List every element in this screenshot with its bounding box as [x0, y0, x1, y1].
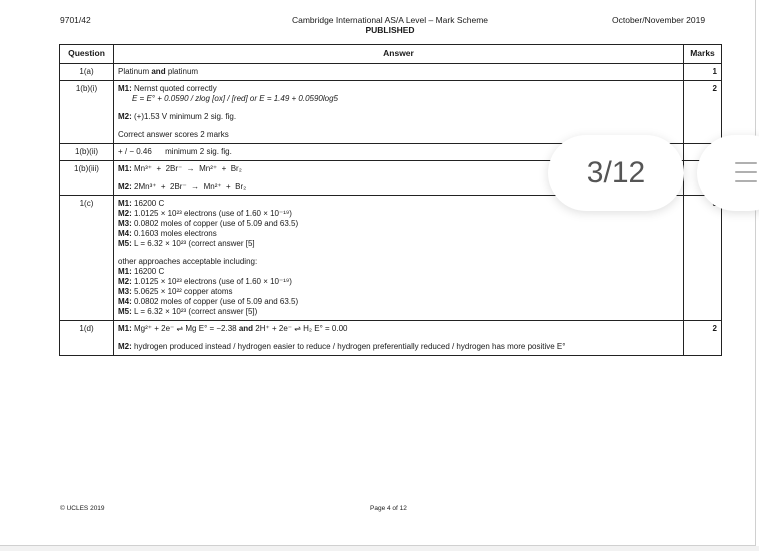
mark-label: M5: [118, 307, 132, 316]
mark-label: M2: [118, 277, 132, 286]
page-number: Page 4 of 12 [370, 505, 407, 512]
mark-label: M3: [118, 219, 132, 228]
header-title: Cambridge International AS/A Level – Mark Scheme [291, 15, 489, 25]
answer-text: 0.0802 moles of copper (use of 5.09 and 63.5) [131, 297, 299, 306]
answer-text: 5.0625 × 10²² copper atoms [131, 287, 233, 296]
answer-text: + / − 0.46 minimum 2 sig. fig. [118, 147, 232, 156]
paper-code: 9701/42 [60, 15, 91, 25]
mark-label: M1: [118, 84, 132, 93]
column-header-question: Question [60, 45, 114, 64]
answer-cell [114, 196, 684, 321]
answer-text: 16200 C [131, 199, 165, 208]
mark-label: M5: [118, 239, 132, 248]
mark-label: M2: [118, 182, 132, 191]
alternative-approaches-note: other approaches acceptable including: [118, 257, 258, 266]
question-number: 1(d) [60, 321, 114, 356]
answer-text: (+)1.53 V minimum 2 sig. fig. [131, 112, 237, 121]
exam-session: October/November 2019 [612, 15, 706, 25]
answer-cell [114, 321, 684, 356]
page-header-title [250, 15, 530, 35]
table-row [60, 321, 722, 356]
mark-label: M2: [118, 342, 132, 351]
page-indicator-text: 3/12 [586, 156, 646, 189]
half-equation: Mn³⁺ + 2Br⁻ → Mn²⁺ + Br₂ [131, 164, 242, 173]
mark-label: M1: [118, 199, 132, 208]
table-row [60, 64, 722, 81]
answer-text: platinum [165, 67, 199, 76]
question-number: 1(b)(iii) [60, 161, 114, 196]
copyright-notice: © UCLES 2019 [60, 505, 105, 512]
hamburger-menu-icon [735, 162, 757, 182]
column-header-answer: Answer [114, 45, 684, 64]
question-number: 1(b)(ii) [60, 144, 114, 161]
mark-label: M4: [118, 297, 132, 306]
marks-value: 1 [684, 64, 722, 81]
question-number: 1(a) [60, 64, 114, 81]
mark-label: M2: [118, 112, 132, 121]
answer-text: 0.1603 moles electrons [131, 229, 217, 238]
answer-text: 0.0802 moles of copper (use of 5.09 and 63.5) [131, 219, 299, 228]
answer-text: 2H⁺ + 2e⁻ ⇌ H₂ E° = 0.00 [253, 324, 348, 333]
overall-equation: 2Mn³⁺ + 2Br⁻ → Mn²⁺ + Br₂ [131, 182, 247, 191]
mark-label: M3: [118, 287, 132, 296]
question-number: 1(b)(i) [60, 81, 114, 144]
viewer-bottom-strip [0, 546, 759, 551]
answer-text: 1.0125 × 10²³ electrons (use of 1.60 × 10⁻¹⁹) [131, 209, 292, 218]
mark-label: M1: [118, 324, 132, 333]
mark-label: M2: [118, 209, 132, 218]
answer-text: 16200 C [131, 267, 165, 276]
answer-text: Nernst quoted correctly [131, 84, 217, 93]
table-header-row [60, 45, 722, 64]
answer-text: 1.0125 × 10²³ electrons (use of 1.60 × 10⁻¹⁹) [131, 277, 292, 286]
answer-text: L = 6.32 × 10²³ (correct answer [5] [131, 239, 255, 248]
answer-text: L = 6.32 × 10²³ (correct answer [5]) [131, 307, 258, 316]
answer-cell [114, 64, 684, 81]
mark-label: M4: [118, 229, 132, 238]
question-number: 1(c) [60, 196, 114, 321]
answer-text: Platinum [118, 67, 152, 76]
answer-bold: and [151, 67, 166, 76]
answer-text: Mg²⁺ + 2e⁻ ⇌ Mg E° = −2.38 [131, 324, 239, 333]
header-subtitle: PUBLISHED [365, 25, 415, 35]
marks-value [684, 196, 722, 321]
column-header-marks: Marks [684, 45, 722, 64]
answer-bold: and [238, 324, 254, 333]
table-row [60, 196, 722, 321]
mark-label: M1: [118, 164, 132, 173]
answer-text: hydrogen produced instead / hydrogen easier to reduce / hydrogen preferentially reduced / hydrogen has more positive E° [131, 342, 566, 351]
marks-value: 2 [684, 81, 722, 144]
answer-note: Correct answer scores 2 marks [118, 130, 229, 139]
nernst-equation: E = E° + 0.0590 / zlog [ox] / [red] or E = 1.49 + 0.0590log5 [132, 94, 339, 103]
marks-value: 2 [684, 321, 722, 356]
page-indicator-pill[interactable] [548, 135, 684, 211]
mark-label: M1: [118, 267, 132, 276]
